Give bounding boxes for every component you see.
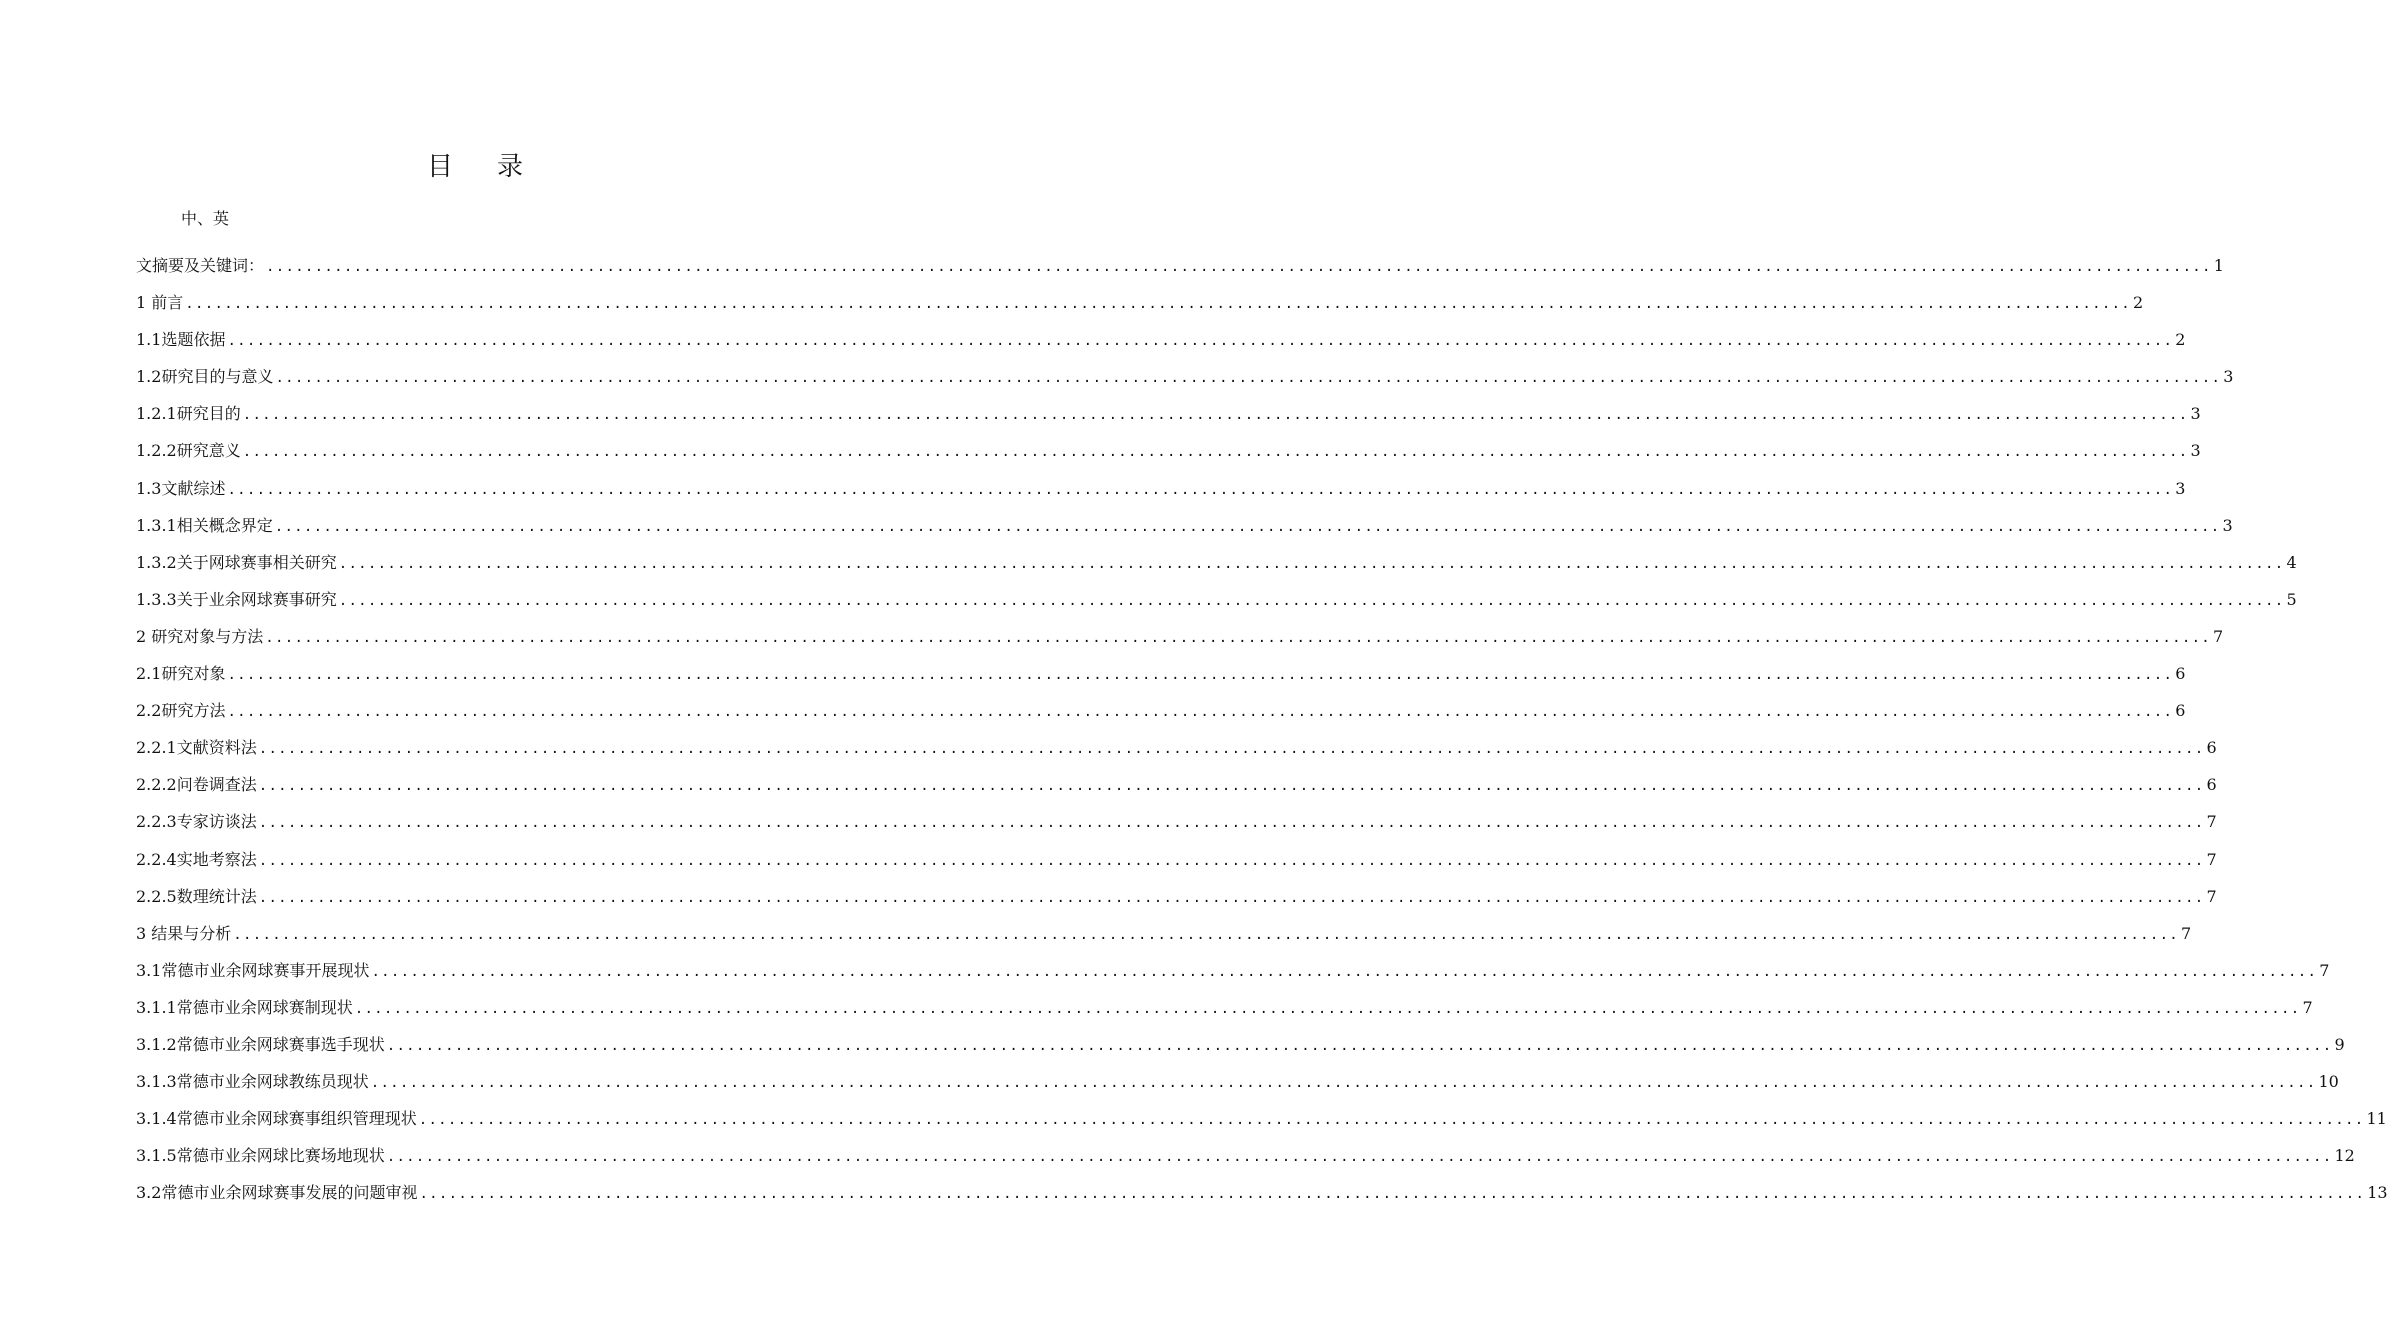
toc-entry-page-number: 7 (2181, 923, 2192, 943)
toc-entry[interactable] (136, 475, 2186, 512)
toc-entry[interactable] (136, 586, 2297, 623)
toc-entry-label: 2.2研究方法 (136, 701, 226, 721)
toc-entry-label: 2.2.3专家访谈法 (136, 812, 257, 832)
toc-entry-page-number: 6 (2206, 775, 2217, 795)
toc-entry-label: 3.1.4常德市业余网球赛事组织管理现状 (136, 1109, 417, 1129)
toc-dot-leader: ........................................................................................................................................................................................................ (418, 1112, 2365, 1129)
toc-entry-label: 1.3文献综述 (136, 478, 226, 498)
toc-dot-leader: ........................................................................................................................................................................................................ (258, 815, 2205, 832)
toc-entry-page-number: 13 (2367, 1183, 2388, 1203)
toc-entry-label: 3.1.5常德市业余网球比赛场地现状 (136, 1146, 385, 1166)
toc-entry-page-number: 6 (2175, 701, 2186, 721)
toc-entry-page-number: 7 (2213, 626, 2224, 646)
toc-dot-leader: ........................................................................................................................................................................................................ (386, 1149, 2333, 1166)
toc-entry-page-number: 12 (2334, 1146, 2355, 1166)
toc-dot-leader: ........................................................................................................................................................................................................ (274, 518, 2221, 535)
toc-entry-label: 2.2.2问卷调查法 (136, 775, 257, 795)
toc-entry-page-number: 3 (2190, 441, 2201, 461)
toc-dot-leader: ........................................................................................................................................................................................................ (242, 444, 2189, 461)
toc-entry-label: 2.2.4实地考察法 (136, 849, 257, 869)
toc-entry-label: 2 研究对象与方法 (136, 626, 264, 646)
toc-dot-leader: ........................................................................................................................................................................................................ (338, 555, 2285, 572)
toc-entry-label: 1.3.2关于网球赛事相关研究 (136, 552, 337, 572)
toc-entry[interactable] (136, 1105, 2387, 1142)
toc-entry-page-number: 4 (2286, 552, 2297, 572)
toc-entry-page-number: 11 (2366, 1109, 2387, 1129)
toc-list (136, 252, 2388, 1216)
toc-entry[interactable] (136, 549, 2297, 586)
toc-entry-label: 3.1.2常德市业余网球赛事选手现状 (136, 1034, 385, 1054)
toc-dot-leader: ........................................................................................................................................................................................................ (227, 667, 2174, 684)
toc-entry-label: 2.2.1文献资料法 (136, 738, 257, 758)
toc-entry-page-number: 2 (2175, 330, 2186, 350)
toc-entry-page-number: 9 (2334, 1034, 2345, 1054)
toc-dot-leader: ........................................................................................................................................................................................................ (227, 481, 2174, 498)
toc-entry-page-number: 3 (2223, 367, 2234, 387)
toc-dot-leader: ........................................................................................................................................................................................................ (258, 741, 2205, 758)
toc-entry[interactable] (136, 808, 2217, 845)
toc-entry[interactable] (136, 883, 2217, 920)
toc-entry-page-number: 7 (2206, 886, 2217, 906)
toc-entry-label: 2.2.5数理统计法 (136, 886, 257, 906)
toc-title-char: 目 (426, 152, 453, 182)
toc-dot-leader: ........................................................................................................................................................................................................ (227, 704, 2174, 721)
toc-entry[interactable] (136, 437, 2201, 474)
toc-dot-leader: ........................................................................................................................................................................................................ (338, 592, 2285, 609)
toc-entry[interactable] (136, 326, 2186, 363)
toc-entry[interactable] (136, 846, 2217, 883)
toc-dot-leader: ........................................................................................................................................................................................................ (242, 407, 2189, 424)
toc-entry-page-number: 6 (2175, 664, 2186, 684)
toc-title (0, 146, 950, 183)
toc-entry[interactable] (136, 957, 2330, 994)
toc-entry[interactable] (136, 1142, 2355, 1179)
toc-entry[interactable] (136, 623, 2224, 660)
toc-entry[interactable] (136, 994, 2313, 1031)
toc-entry[interactable] (136, 697, 2186, 734)
toc-entry-page-number: 10 (2318, 1072, 2339, 1092)
toc-dot-leader: ........................................................................................................................................................................................................ (371, 963, 2318, 980)
toc-entry-label: 3 结果与分析 (136, 923, 232, 943)
toc-entry-label: 3.1常德市业余网球赛事开展现状 (136, 960, 370, 980)
toc-entry-label: 1.1选题依据 (136, 330, 226, 350)
toc-entry[interactable] (136, 1031, 2345, 1068)
toc-entry-page-number: 5 (2286, 589, 2297, 609)
toc-entry-page-number: 7 (2302, 997, 2313, 1017)
toc-entry-label: 2.1研究对象 (136, 664, 226, 684)
toc-entry[interactable] (136, 400, 2201, 437)
toc-entry-page-number: 3 (2190, 404, 2201, 424)
toc-entry-page-number: 1 (2213, 256, 2224, 275)
toc-entry-page-number: 7 (2206, 812, 2217, 832)
toc-entry[interactable] (136, 252, 2224, 289)
toc-entry[interactable] (136, 512, 2233, 549)
toc-dot-leader: ........................................................................................................................................................................................................ (185, 296, 2132, 313)
toc-entry[interactable] (136, 1068, 2339, 1105)
toc-entry-page-number: 3 (2222, 515, 2233, 535)
toc-entry-page-number: 3 (2175, 478, 2186, 498)
toc-entry[interactable] (136, 289, 2144, 326)
toc-entry-page-number: 7 (2206, 849, 2217, 869)
toc-dot-leader: ........................................................................................................................................................................................................ (258, 778, 2205, 795)
toc-entry-label: 1.2研究目的与意义 (136, 367, 274, 387)
toc-entry-label: 1.2.2研究意义 (136, 441, 241, 461)
toc-subheading: 中、英 (181, 209, 230, 228)
toc-entry-page-number: 6 (2206, 738, 2217, 758)
toc-entry-label: 1.3.3关于业余网球赛事研究 (136, 589, 337, 609)
toc-entry[interactable] (136, 920, 2192, 957)
toc-dot-leader: ........................................................................................................................................................................................................ (370, 1075, 2317, 1092)
toc-entry-label: 1.3.1相关概念界定 (136, 515, 273, 535)
toc-entry[interactable] (136, 660, 2186, 697)
toc-entry-page-number: 2 (2133, 293, 2144, 313)
toc-entry-label: 文摘要及关键词： (136, 256, 265, 275)
toc-entry-label: 3.1.1常德市业余网球赛制现状 (136, 997, 353, 1017)
toc-dot-leader: ........................................................................................................................................................................................................ (227, 333, 2174, 350)
toc-dot-leader: ........................................................................................................................................................................................................ (258, 852, 2205, 869)
toc-entry[interactable] (136, 1179, 2388, 1216)
toc-title-char: 录 (497, 152, 524, 182)
toc-dot-leader: ........................................................................................................................................................................................................ (258, 889, 2205, 906)
toc-dot-leader: ........................................................................................................................................................................................................ (354, 1000, 2301, 1017)
toc-dot-leader: ........................................................................................................................................................................................................ (419, 1186, 2366, 1203)
toc-dot-leader: ........................................................................................................................................................................................................ (266, 259, 2212, 275)
toc-entry[interactable] (136, 363, 2234, 400)
toc-entry-label: 1 前言 (136, 293, 184, 313)
toc-dot-leader: ........................................................................................................................................................................................................ (386, 1037, 2333, 1054)
toc-entry-page-number: 7 (2319, 960, 2330, 980)
toc-entry-label: 3.2常德市业余网球赛事发展的问题审视 (136, 1183, 418, 1203)
toc-dot-leader: ........................................................................................................................................................................................................ (275, 370, 2222, 387)
toc-entry[interactable] (136, 771, 2217, 808)
toc-entry-label: 1.2.1研究目的 (136, 404, 241, 424)
toc-entry[interactable] (136, 734, 2217, 771)
toc-dot-leader: ........................................................................................................................................................................................................ (233, 926, 2180, 943)
toc-entry-label: 3.1.3常德市业余网球教练员现状 (136, 1072, 369, 1092)
toc-dot-leader: ........................................................................................................................................................................................................ (265, 629, 2212, 646)
